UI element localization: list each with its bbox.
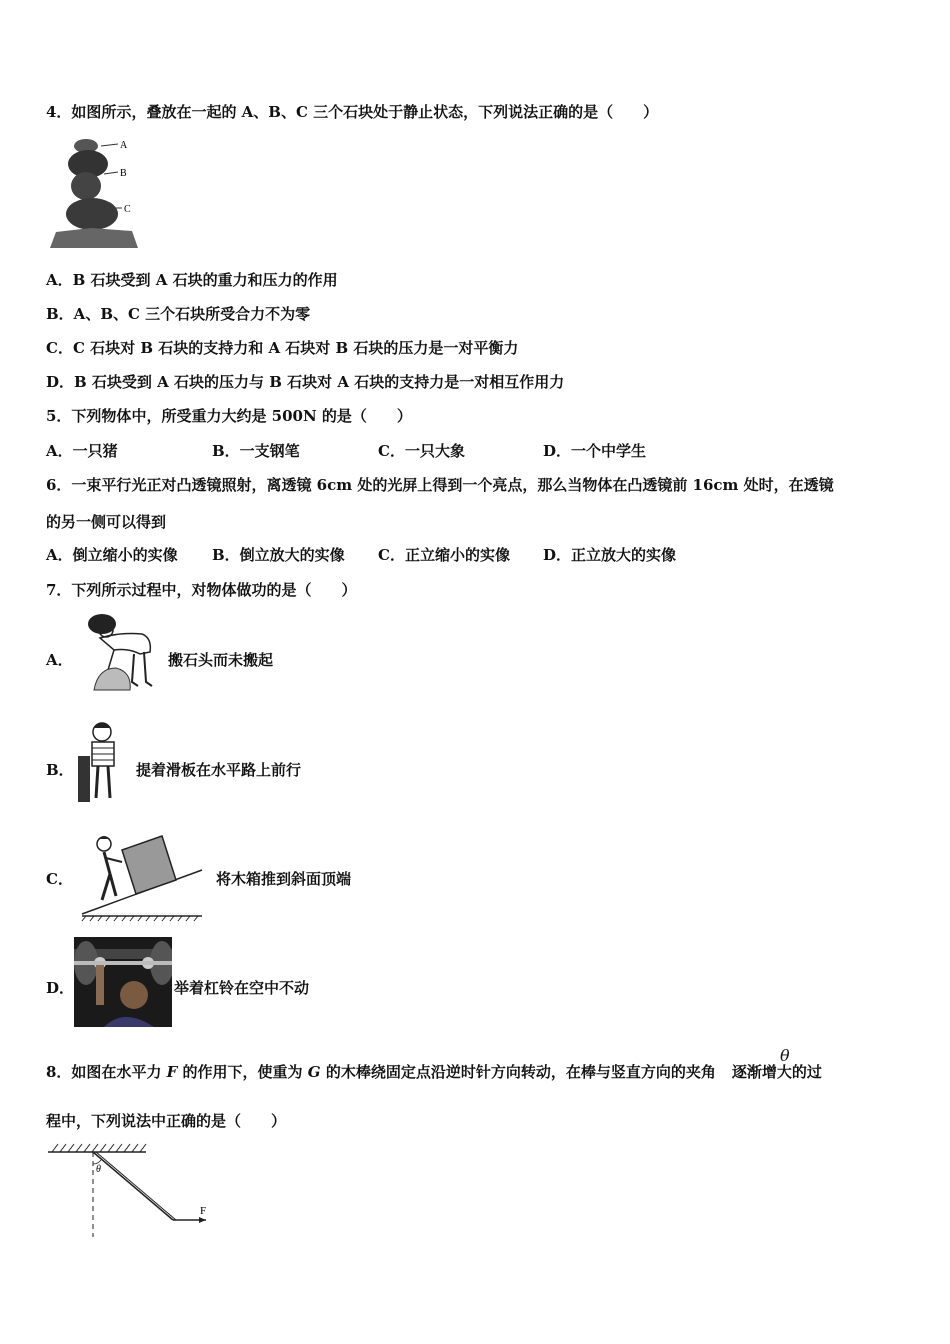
q6-option-b: B．倒立放大的实像: [212, 546, 345, 564]
q7-option-b-text: 提着滑板在水平路上前行: [136, 761, 302, 779]
q8-stem-pre: 8．如图在水平力: [46, 1063, 167, 1081]
q8-theta-symbol: θ: [780, 1046, 790, 1065]
q7-d-weightlifter-image: [74, 937, 172, 1027]
stone-b: [71, 172, 101, 200]
q6-option-d: D．正立放大的实像: [543, 546, 677, 564]
q4-option-b: B．A、B、C 三个石块所受合力不为零: [46, 305, 311, 323]
q7-option-d-text: 举着杠铃在空中不动: [174, 979, 310, 997]
q6-stem-line2: 的另一侧可以得到: [46, 513, 167, 531]
q7-option-b-letter: B．: [46, 761, 74, 779]
q7-b-carrying-skateboard-image: [72, 720, 130, 810]
stone-c: [66, 198, 118, 230]
q7-option-a-text: 搬石头而未搬起: [168, 651, 274, 669]
q8-var-f: F: [166, 1063, 178, 1081]
q4-option-a: A．B 石块受到 A 石块的重力和压力的作用: [46, 271, 338, 289]
fig-label-c: C: [124, 204, 131, 215]
q7-option-a-letter: A．: [46, 651, 73, 669]
q8-stem-post: 的木棒绕固定点沿逆时针方向转动，在棒与竖直方向的夹角: [320, 1063, 716, 1081]
q6-option-a: A．倒立缩小的实像: [46, 546, 178, 564]
q8-var-g: G: [307, 1063, 321, 1081]
fig-theta-label: θ: [96, 1164, 101, 1175]
q8-stem-mid: 的作用下，使重为: [177, 1063, 308, 1081]
q4-stem: 4．如图所示，叠放在一起的 A、B、C 三个石块处于静止状态，下列说法正确的是（ ）: [46, 103, 659, 121]
q7-stem: 7．下列所示过程中，对物体做功的是（ ）: [46, 581, 357, 599]
q7-a-lifting-stone-image: [80, 612, 162, 697]
fig-label-b: B: [120, 168, 127, 179]
q8-stem-line2: 程中，下列说法中正确的是（ ）: [46, 1112, 287, 1130]
q4-stones-figure: [46, 136, 141, 251]
q7-option-d-letter: D．: [46, 979, 75, 997]
q6-stem-line1: 6．一束平行光正对凸透镜照射，离透镜 6cm 处的光屏上得到一个亮点，那么当物体在凸透镜前 16cm 处时，在透镜: [46, 476, 834, 494]
q8-rod-figure: [46, 1142, 216, 1242]
q5-option-c: C．一只大象: [378, 442, 465, 460]
q7-option-c-letter: C．: [46, 870, 73, 888]
fig-f-label: F: [200, 1205, 207, 1217]
q6-option-c: C．正立缩小的实像: [378, 546, 510, 564]
q5-option-a: A．一只猪: [46, 442, 118, 460]
q7-c-pushing-box-image: [80, 830, 205, 922]
q5-stem: 5．下列物体中，所受重力大约是 500N 的是（ ）: [46, 407, 412, 425]
q8-stem-line1: [46, 1062, 822, 1082]
q4-option-c: C．C 石块对 B 石块的支持力和 A 石块对 B 石块的压力是一对平衡力: [46, 339, 519, 357]
fig-label-a: A: [120, 140, 128, 151]
q7-option-c-text: 将木箱推到斜面顶端: [216, 870, 352, 888]
q5-option-d: D．一个中学生: [543, 442, 647, 460]
q8-stem-end: 逐渐增大的过: [731, 1063, 822, 1081]
q4-option-d: D．B 石块受到 A 石块的压力与 B 石块对 A 石块的支持力是一对相互作用力: [46, 373, 565, 391]
q5-option-b: B．一支钢笔: [212, 442, 300, 460]
rod: [93, 1152, 173, 1220]
